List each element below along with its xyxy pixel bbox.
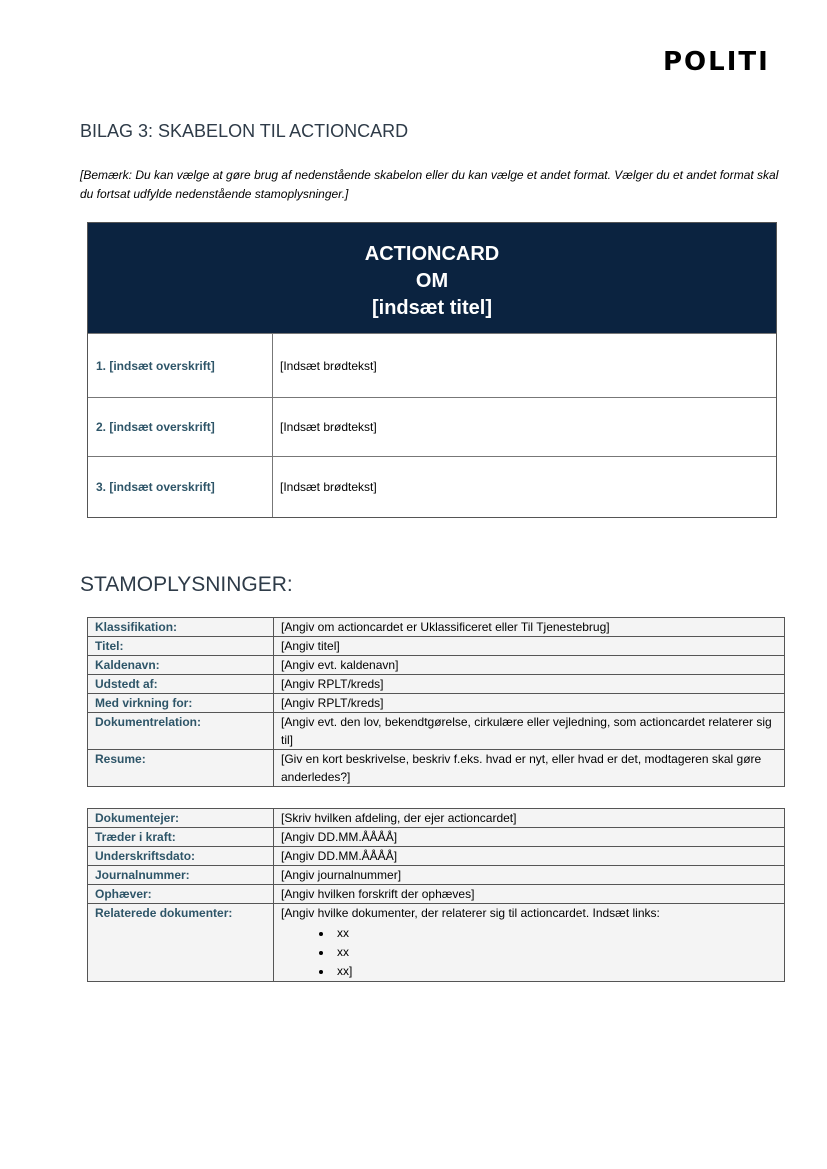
row-heading: 1. [indsæt overskrift] [88, 334, 273, 397]
actioncard-om: OM [415, 270, 449, 292]
field-value: [Angiv titel] [274, 637, 785, 656]
field-value: [Angiv evt. den lov, bekendtgørelse, cirkulære eller vejledning, som actioncardet relaterer sig til] [274, 713, 785, 750]
field-label: Resume: [88, 750, 274, 787]
table-row [88, 809, 785, 828]
field-label: Kaldenavn: [88, 656, 274, 675]
field-value: [Giv en kort beskrivelse, beskriv f.eks. hvad er nyt, eller hvad er det, modtageren skal gøre anderledes?] [274, 750, 785, 787]
field-label: Dokumentejer: [88, 809, 274, 828]
politi-logo: POLITI [663, 47, 770, 77]
related-docs-list [281, 924, 777, 981]
actioncard-row [88, 333, 776, 397]
actioncard-row [88, 397, 776, 456]
table-row [88, 847, 785, 866]
field-value: [Angiv RPLT/kreds] [274, 675, 785, 694]
table-row [88, 656, 785, 675]
actioncard-template [87, 222, 777, 518]
table-row [88, 694, 785, 713]
actioncard-row [88, 456, 776, 517]
field-value: [Angiv hvilken forskrift der ophæves] [274, 885, 785, 904]
field-label: Ophæver: [88, 885, 274, 904]
table-row [88, 866, 785, 885]
stamoplysninger-heading: STAMOPLYSNINGER: [80, 573, 293, 596]
row-body: [Indsæt brødtekst] [280, 480, 377, 494]
field-value: [Skriv hvilken afdeling, der ejer actioncardet] [274, 809, 785, 828]
stamoplysninger-table-2 [87, 808, 785, 982]
field-label: Dokumentrelation: [88, 713, 274, 750]
actioncard-header [88, 223, 776, 333]
field-value: [Angiv journalnummer] [274, 866, 785, 885]
page-heading: BILAG 3: SKABELON TIL ACTIONCARD [80, 121, 409, 141]
table-row [88, 637, 785, 656]
field-label: Udstedt af: [88, 675, 274, 694]
field-label: Journalnummer: [88, 866, 274, 885]
row-heading: 2. [indsæt overskrift] [88, 398, 273, 456]
table-row [88, 885, 785, 904]
related-docs-text: [Angiv hvilke dokumenter, der relaterer sig til actioncardet. Indsæt links: [281, 906, 660, 920]
table-row [88, 618, 785, 637]
table-row [88, 904, 785, 982]
field-value: [Angiv DD.MM.ÅÅÅÅ] [274, 847, 785, 866]
actioncard-title: ACTIONCARD [364, 243, 500, 265]
list-item: • xx [333, 924, 777, 943]
field-value: [Angiv om actioncardet er Uklassificeret eller Til Tjenestebrug] [274, 618, 785, 637]
row-heading: 3. [indsæt overskrift] [88, 457, 273, 517]
field-label: Træder i kraft: [88, 828, 274, 847]
table-row [88, 713, 785, 750]
field-value [274, 904, 785, 982]
field-label: Med virkning for: [88, 694, 274, 713]
field-label: Titel: [88, 637, 274, 656]
actioncard-title-placeholder: [indsæt titel] [372, 297, 492, 319]
field-label: Relaterede dokumenter: [88, 904, 274, 982]
field-value: [Angiv evt. kaldenavn] [274, 656, 785, 675]
row-body: [Indsæt brødtekst] [280, 420, 377, 434]
table-row [88, 675, 785, 694]
field-label: Underskriftsdato: [88, 847, 274, 866]
field-label: Klassifikation: [88, 618, 274, 637]
stamoplysninger-table-1 [87, 617, 785, 787]
row-body: [Indsæt brødtekst] [280, 358, 377, 373]
table-row [88, 750, 785, 787]
table-row [88, 828, 785, 847]
list-item: • xx [333, 943, 777, 962]
template-note: [Bemærk: Du kan vælge at gøre brug af nedenstående skabelon eller du kan vælge et andet format. Vælger du et andet format skal du fortsat udfylde nedenstående stamoplysninger.] [80, 168, 779, 201]
field-value: [Angiv RPLT/kreds] [274, 694, 785, 713]
list-item: • xx] [333, 962, 777, 981]
field-value: [Angiv DD.MM.ÅÅÅÅ] [274, 828, 785, 847]
